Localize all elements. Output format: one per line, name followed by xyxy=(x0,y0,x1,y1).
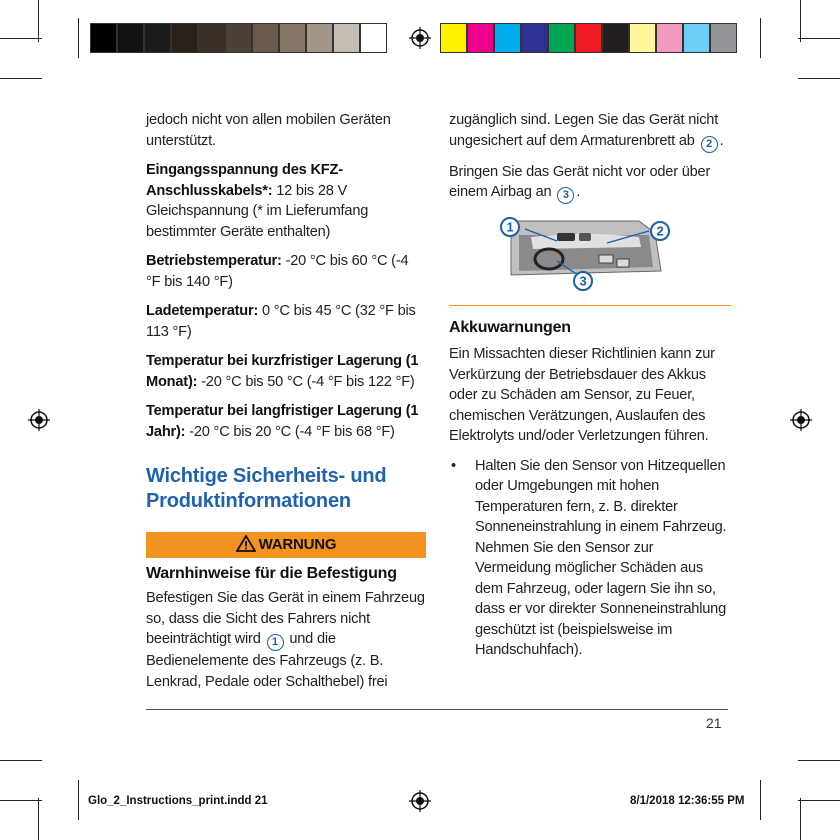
color-swatch xyxy=(548,23,575,53)
battery-paragraph: Ein Missachten dieser Richtlinien kann zur Verkürzung der Betriebsdauer des Akkus oder zu Schäden am Sensor, zu Feuer, chemischen Verätzungen, Auslaufen des Elektrolyts und/oder Verletzungen führen. xyxy=(449,346,715,444)
color-swatch xyxy=(360,23,387,53)
color-swatch xyxy=(629,23,656,53)
list-item xyxy=(449,456,731,661)
crop-mark xyxy=(800,798,801,840)
continued-paragraph xyxy=(449,110,731,153)
spec-value: -20 °C bis 20 °C (-4 °F bis 68 °F) xyxy=(185,423,395,440)
crop-mark xyxy=(760,780,761,820)
crop-mark xyxy=(0,800,42,801)
warning-banner xyxy=(146,532,426,558)
crop-mark xyxy=(798,38,840,39)
mount-text: Befestigen Sie das Gerät in einem Fahrzeug so, dass die Sicht des Fahrers nicht beeinträchtigt wird xyxy=(146,590,425,647)
dashboard-illustration xyxy=(449,213,731,293)
left-column xyxy=(146,110,426,701)
callout-marker: 2 xyxy=(701,136,718,153)
color-swatch xyxy=(252,23,279,53)
continued-text: . xyxy=(719,132,724,149)
spec-value: 12 bis 28 V Gleichspannung (* im Lieferumfang bestimmter Geräte enthalten) xyxy=(146,182,369,240)
section-title: Wichtige Sicherheits- und Produktinformationen xyxy=(146,465,387,512)
callout-3-icon xyxy=(574,272,592,290)
color-swatch xyxy=(521,23,548,53)
callout-marker: 1 xyxy=(267,634,284,651)
callout-marker: 3 xyxy=(557,187,574,204)
crop-mark xyxy=(78,18,79,58)
crop-mark xyxy=(798,800,840,801)
device-shape xyxy=(557,233,575,241)
registration-mark-icon xyxy=(409,27,431,49)
spec-item xyxy=(146,401,426,442)
figure-callout-2: 2 xyxy=(656,223,664,239)
color-swatch xyxy=(710,23,737,53)
bullet-text: Halten Sie den Sensor von Hitzequellen oder Umgebungen mit hohen Temperaturen fern, z. B. direkter Sonneneinstrahlung in einem Fahrzeug. Nehmen Sie den Sensor zur Vermeidung möglicher Schäden aus dem Fahrzeug, oder lagern Sie ihn so, dass er vor direkter Sonneneinstrahlung geschützt ist (beispielsweise im Handschuhfach). xyxy=(475,457,727,658)
crop-mark xyxy=(800,0,801,42)
spec-item xyxy=(146,251,426,292)
warning-triangle-icon xyxy=(236,532,256,558)
color-swatch xyxy=(117,23,144,53)
spec-list xyxy=(146,160,426,442)
crop-mark xyxy=(798,760,840,761)
spec-value: 0 °C bis 45 °C (32 °F bis 113 °F) xyxy=(146,303,416,340)
registration-mark-icon xyxy=(790,409,812,431)
spec-item xyxy=(146,160,426,242)
battery-heading: Akkuwarnungen xyxy=(449,319,571,336)
bullet-glyph: • xyxy=(451,457,456,474)
footer-rule xyxy=(146,709,728,710)
color-swatch xyxy=(333,23,360,53)
color-control-strip xyxy=(440,23,737,53)
callout-1-icon xyxy=(501,218,519,236)
crop-mark xyxy=(760,18,761,58)
color-swatch xyxy=(279,23,306,53)
airbag-text: Bringen Sie das Gerät nicht vor oder über einem Airbag an xyxy=(449,163,711,200)
color-control-strip xyxy=(90,23,387,53)
crop-mark xyxy=(798,78,840,79)
figure-callout-1: 1 xyxy=(506,219,514,235)
spec-value: -20 °C bis 60 °C (-4 °F bis 140 °F) xyxy=(146,253,409,290)
continued-text: zugänglich sind. Legen Sie das Gerät nicht ungesichert auf dem Armaturenbrett ab xyxy=(449,112,719,149)
airbag-text: . xyxy=(576,184,581,200)
registration-mark-icon xyxy=(409,790,431,812)
mount-text: und die Bedienelemente des Fahrzeugs (z. B. Lenkrad, Pedale oder Schalthebel) frei xyxy=(146,631,388,690)
spec-label: Temperatur bei langfristiger Lagerung (1 Jahr): xyxy=(146,403,419,440)
section-divider xyxy=(449,305,731,306)
slug-timestamp: 8/1/2018 12:36:55 PM xyxy=(630,795,745,807)
warning-heading: Warnhinweise für die Befestigung xyxy=(146,565,397,582)
spec-label: Betriebstemperatur: xyxy=(146,253,282,269)
spec-label: Temperatur bei kurzfristiger Lagerung (1 Monat): xyxy=(146,353,419,390)
color-swatch xyxy=(656,23,683,53)
color-swatch xyxy=(306,23,333,53)
spec-label: Eingangsspannung des KFZ-Anschlusskabels*: xyxy=(146,162,343,199)
warning-label: WARNUNG xyxy=(258,536,337,553)
color-swatch xyxy=(602,23,629,53)
color-swatch xyxy=(683,23,710,53)
right-column xyxy=(449,110,731,661)
color-swatch xyxy=(144,23,171,53)
spec-item xyxy=(146,351,426,392)
mount-paragraph xyxy=(146,588,426,692)
airbag-paragraph xyxy=(449,162,731,205)
figure-callout-3: 3 xyxy=(579,273,587,289)
crop-mark xyxy=(0,760,42,761)
crop-mark xyxy=(38,798,39,840)
crop-mark xyxy=(0,78,42,79)
spec-value: -20 °C bis 50 °C (-4 °F bis 122 °F) xyxy=(197,373,415,390)
callout-2-icon xyxy=(651,222,669,240)
crop-mark xyxy=(38,0,39,42)
crop-mark xyxy=(78,780,79,820)
spec-label: Ladetemperatur: xyxy=(146,303,259,319)
color-swatch xyxy=(225,23,252,53)
crop-mark xyxy=(0,38,42,39)
color-swatch xyxy=(90,23,117,53)
page-number: 21 xyxy=(706,715,722,731)
color-swatch xyxy=(198,23,225,53)
registration-mark-icon xyxy=(28,409,50,431)
color-swatch xyxy=(171,23,198,53)
spec-item xyxy=(146,301,426,342)
color-swatch xyxy=(494,23,521,53)
color-swatch xyxy=(575,23,602,53)
color-swatch xyxy=(467,23,494,53)
intro-text: jedoch nicht von allen mobilen Geräten unterstützt. xyxy=(146,112,391,149)
color-swatch xyxy=(440,23,467,53)
slug-filename: Glo_2_Instructions_print.indd 21 xyxy=(88,795,268,807)
